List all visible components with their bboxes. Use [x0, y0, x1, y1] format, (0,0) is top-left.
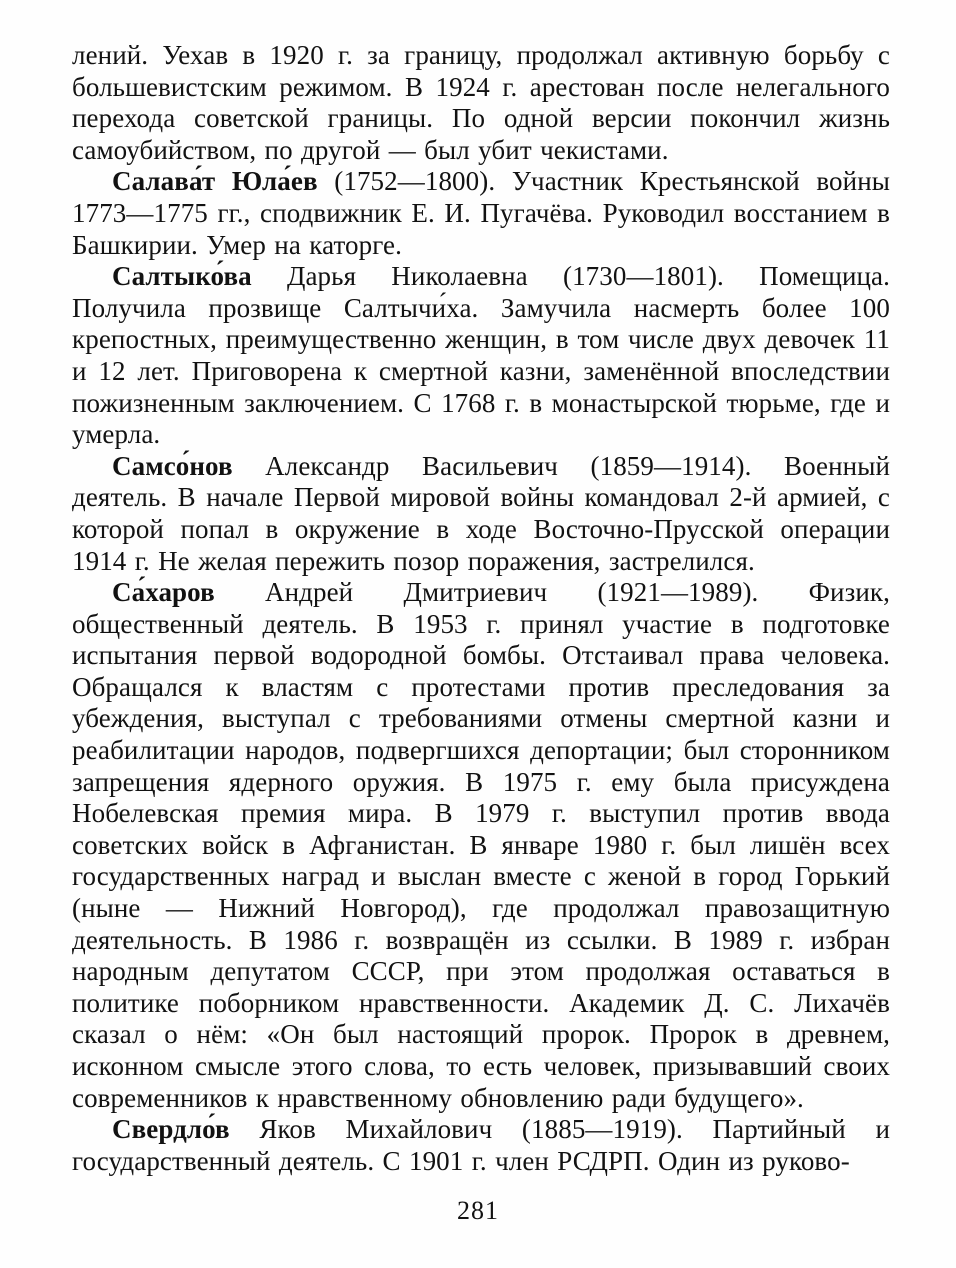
dictionary-entry — [72, 261, 890, 451]
entry-headword: Салтыко́ва — [112, 261, 252, 292]
entry-headword: Са́харов — [112, 577, 215, 608]
entry-headword: Самсо́нов — [112, 450, 233, 481]
entry-body: Яков Михайлович (1885—1919). Партийный и государственный деятель. С 1901 г. член РСДРП. Один из руково- — [72, 1114, 890, 1176]
dictionary-entry — [72, 166, 890, 261]
entry-body: Андрей Дмитриевич (1921—1989). Физик, общественный деятель. В 1953 г. принял участие в подготовке испытания первой водородной бомбы. Отстаивал права человека. Обращался к властям с протестами против преследования за убеждения, выступал с требованиями отмены смертной казни и реабилитации народов, подвергшихся депортации; был сторонником запрещения ядерного оружия. В 1975 г. ему была присуждена Нобелевская премия мира. В 1979 г. выступил против ввода советских войск в Афганистан. В январе 1980 г. был лишён всех государственных наград и выслан вместе с женой в город Горький (ныне — Нижний Новгород), где продолжал правозащитную деятельность. В 1986 г. возвращён из ссылки. В 1989 г. избран народным депутатом СССР, при этом продолжая оставаться в политике поборником нравственности. Академик Д. С. Лихачёв сказал о нём: «Он был настоящий пророк. Пророк в древнем, исконном смысле этого слова, то есть человек, призывавший своих современников к нравственному обновлению ради будущего». — [72, 577, 890, 1113]
dictionary-entry — [72, 451, 890, 577]
entry-body: (1752—1800). Участник Крестьянской войны 1773—1775 гг., сподвижник Е. И. Пугачёва. Руководил восстанием в Башкирии. Умер на каторге. — [72, 166, 890, 260]
page-text — [72, 40, 890, 1177]
dictionary-entry — [72, 1114, 890, 1177]
entry-headword: Свердло́в — [112, 1114, 230, 1145]
entry-headword: Салава́т Юла́ев — [112, 166, 318, 197]
entry-body: Дарья Николаевна (1730—1801). Помещица. Получила прозвище Салтычи́ха. Замучила насмерть более 100 крепостных, преимущественно женщин, в том числе двух девочек 11 и 12 лет. Приговорена к смертной казни, заменённой впоследствии пожизненным заключением. С 1768 г. в монастырской тюрьме, где и умерла. — [72, 261, 890, 450]
dictionary-entry — [72, 577, 890, 1114]
entry-body: лений. Уехав в 1920 г. за границу, продолжал активную борьбу с большевистским режимом. В 1924 г. арестован после нелегального перехода советской границы. По одной версии покончил жизнь самоубийством, по другой — был убит чекистами. — [72, 40, 890, 165]
entry-body: Александр Васильевич (1859—1914). Военный деятель. В начале Первой мировой войны командовал 2-й армией, с которой попал в окружение в ходе Восточно-Прусской операции 1914 г. Не желая пережить позор поражения, застрелился. — [72, 450, 890, 576]
page-number: 281 — [457, 1196, 499, 1225]
continuation-paragraph — [72, 40, 890, 166]
